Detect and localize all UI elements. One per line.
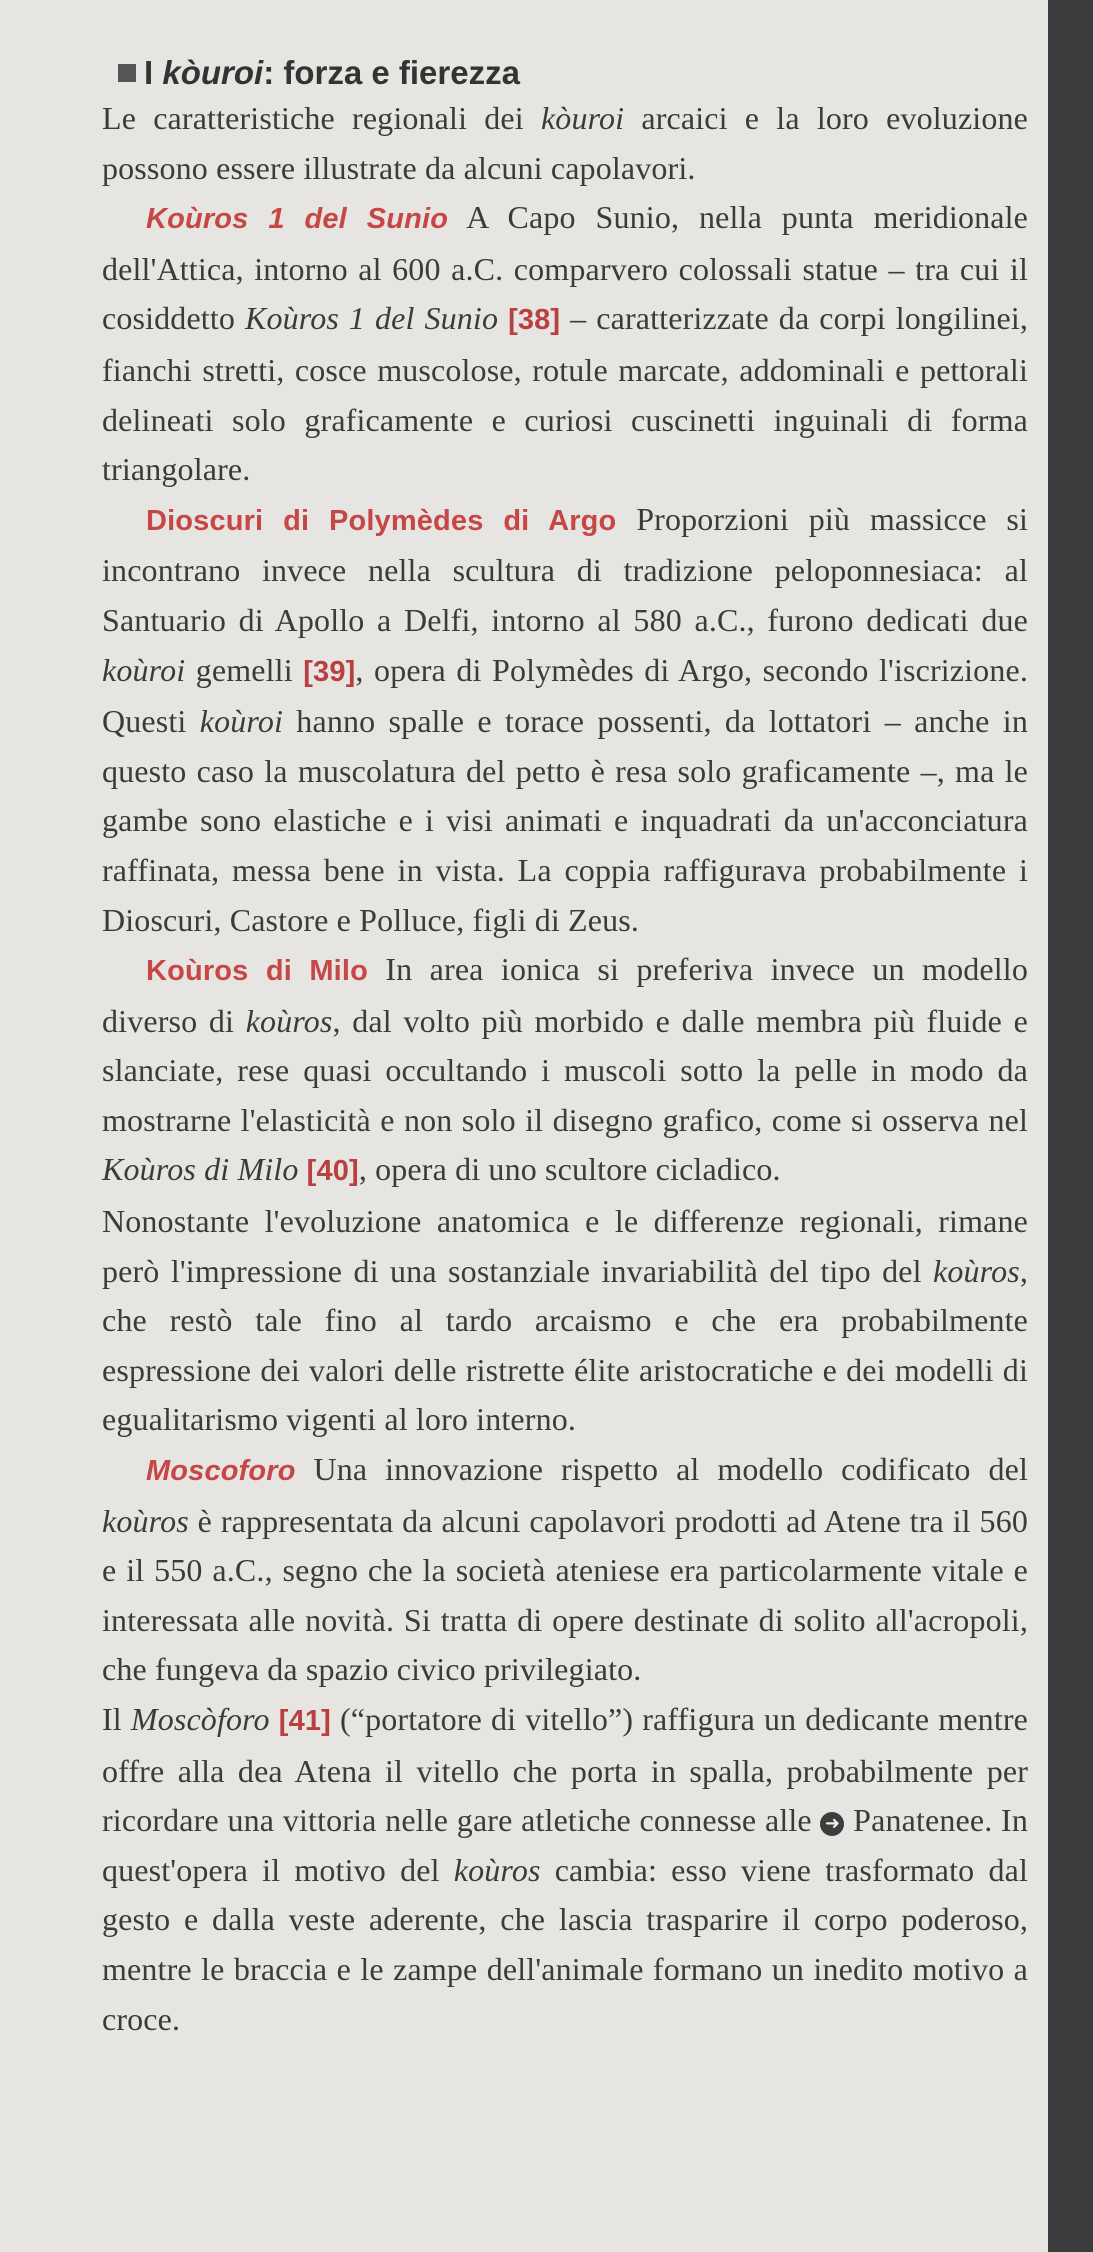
bullet-square-icon: [118, 64, 136, 82]
figure-ref-39: [39]: [303, 655, 356, 688]
paragraph-nonostante: Nonostante l'evoluzione anatomica e le differenze regionali, rimane però l'impressione di una sostanziale invariabilità del tipo del koùros, che restò tale fino al tardo arcaismo e che era probabilmente espressione dei valori delle ristrette élite aristocratiche e dei modelli di egualitarismo vigenti al loro interno.: [102, 1203, 1028, 1438]
page-edge-shadow: [1048, 0, 1093, 2252]
run-in-heading-sunio: Koùros 1 del Sunio: [146, 203, 449, 236]
paragraph-milo: Koùros di Milo In area ionica si preferiva invece un modello diverso di koùros, dal volto più morbido e dalle membra più fluide e slanciate, rese quasi occultando i muscoli sotto la pelle in modo da mostrarne l'elasticità e non solo il disegno grafico, come si osserva nel Koùros di Milo [40], opera di uno scultore cicladico.: [102, 951, 1028, 1188]
paragraph-dioscuri: Dioscuri di Polymèdes di Argo Proporzioni più massicce si incontrano invece nella scultura di tradizione peloponnesiaca: al Santuario di Apollo a Delfi, intorno al 580 a.C., furono dedicati due koùroi gemelli [39], opera di Polymèdes di Argo, secondo l'iscrizione. Questi koùroi hanno spalle e torace possenti, da lottatori – anche in questo caso la muscolatura del petto è resa solo graficamente –, ma le gambe sono elastiche e i visi animati e inquadrati da un'acconciatura raffinata, messa bene in vista. La coppia raffigurava probabilmente i Dioscuri, Castore e Polluce, figli di Zeus.: [102, 500, 1029, 938]
paragraph-moscoforo-description: Il Moscòforo [41] (“portatore di vitello”) raffigura un dedicante mentre offre alla dea Atena il vitello che porta in spalla, probabilmente per ricordare una vittoria nelle gare atletiche connesse alle ➜ Panatenee. In quest'opera il motivo del koùros cambia: esso viene trasformato dal gesto e dalla veste aderente, che lascia trasparire il corpo poderoso, mentre le braccia e le zampe dell'animale formano un inedito motivo a croce.: [102, 1701, 1029, 2037]
run-in-heading-moscoforo: Moscoforo: [146, 1455, 296, 1488]
figure-ref-38: [38]: [508, 304, 561, 337]
figure-ref-40: [40]: [306, 1155, 359, 1188]
run-in-heading-milo: Koùros di Milo: [146, 955, 368, 988]
section-heading: I kòuroi: forza e fierezza: [118, 52, 1028, 94]
paragraph-sunio: Koùros 1 del Sunio A Capo Sunio, nella punta meridionale dell'Attica, intorno al 600 a.C. comparvero colossali statue – tra cui il cosiddetto Koùros 1 del Sunio [38] – caratterizzate da corpi longilinei, fianchi stretti, cosce muscolose, rotule marcate, addominali e pettorali delineati solo graficamente e curiosi cuscinetti inguinali di forma triangolare.: [102, 199, 1029, 488]
figure-ref-41: [41]: [278, 1705, 331, 1737]
run-in-heading-dioscuri: Dioscuri di Polymèdes di Argo: [146, 504, 617, 537]
intro-paragraph: Le caratteristiche regionali dei kòuroi arcaici e la loro evoluzione possono essere illustrate da alcuni capolavori.: [102, 100, 1028, 186]
paragraph-moscoforo: Moscoforo Una innovazione rispetto al modello codificato del koùros è rappresentata da alcuni capolavori prodotti ad Atene tra il 560 e il 550 a.C., segno che la società ateniese era particolarmente vitale e interessata alle novità. Si tratta di opere destinate di solito all'acropoli, che fungeva da spazio civico privilegiato.: [102, 1451, 1028, 1688]
cross-reference-arrow-icon: ➜: [820, 1812, 844, 1836]
